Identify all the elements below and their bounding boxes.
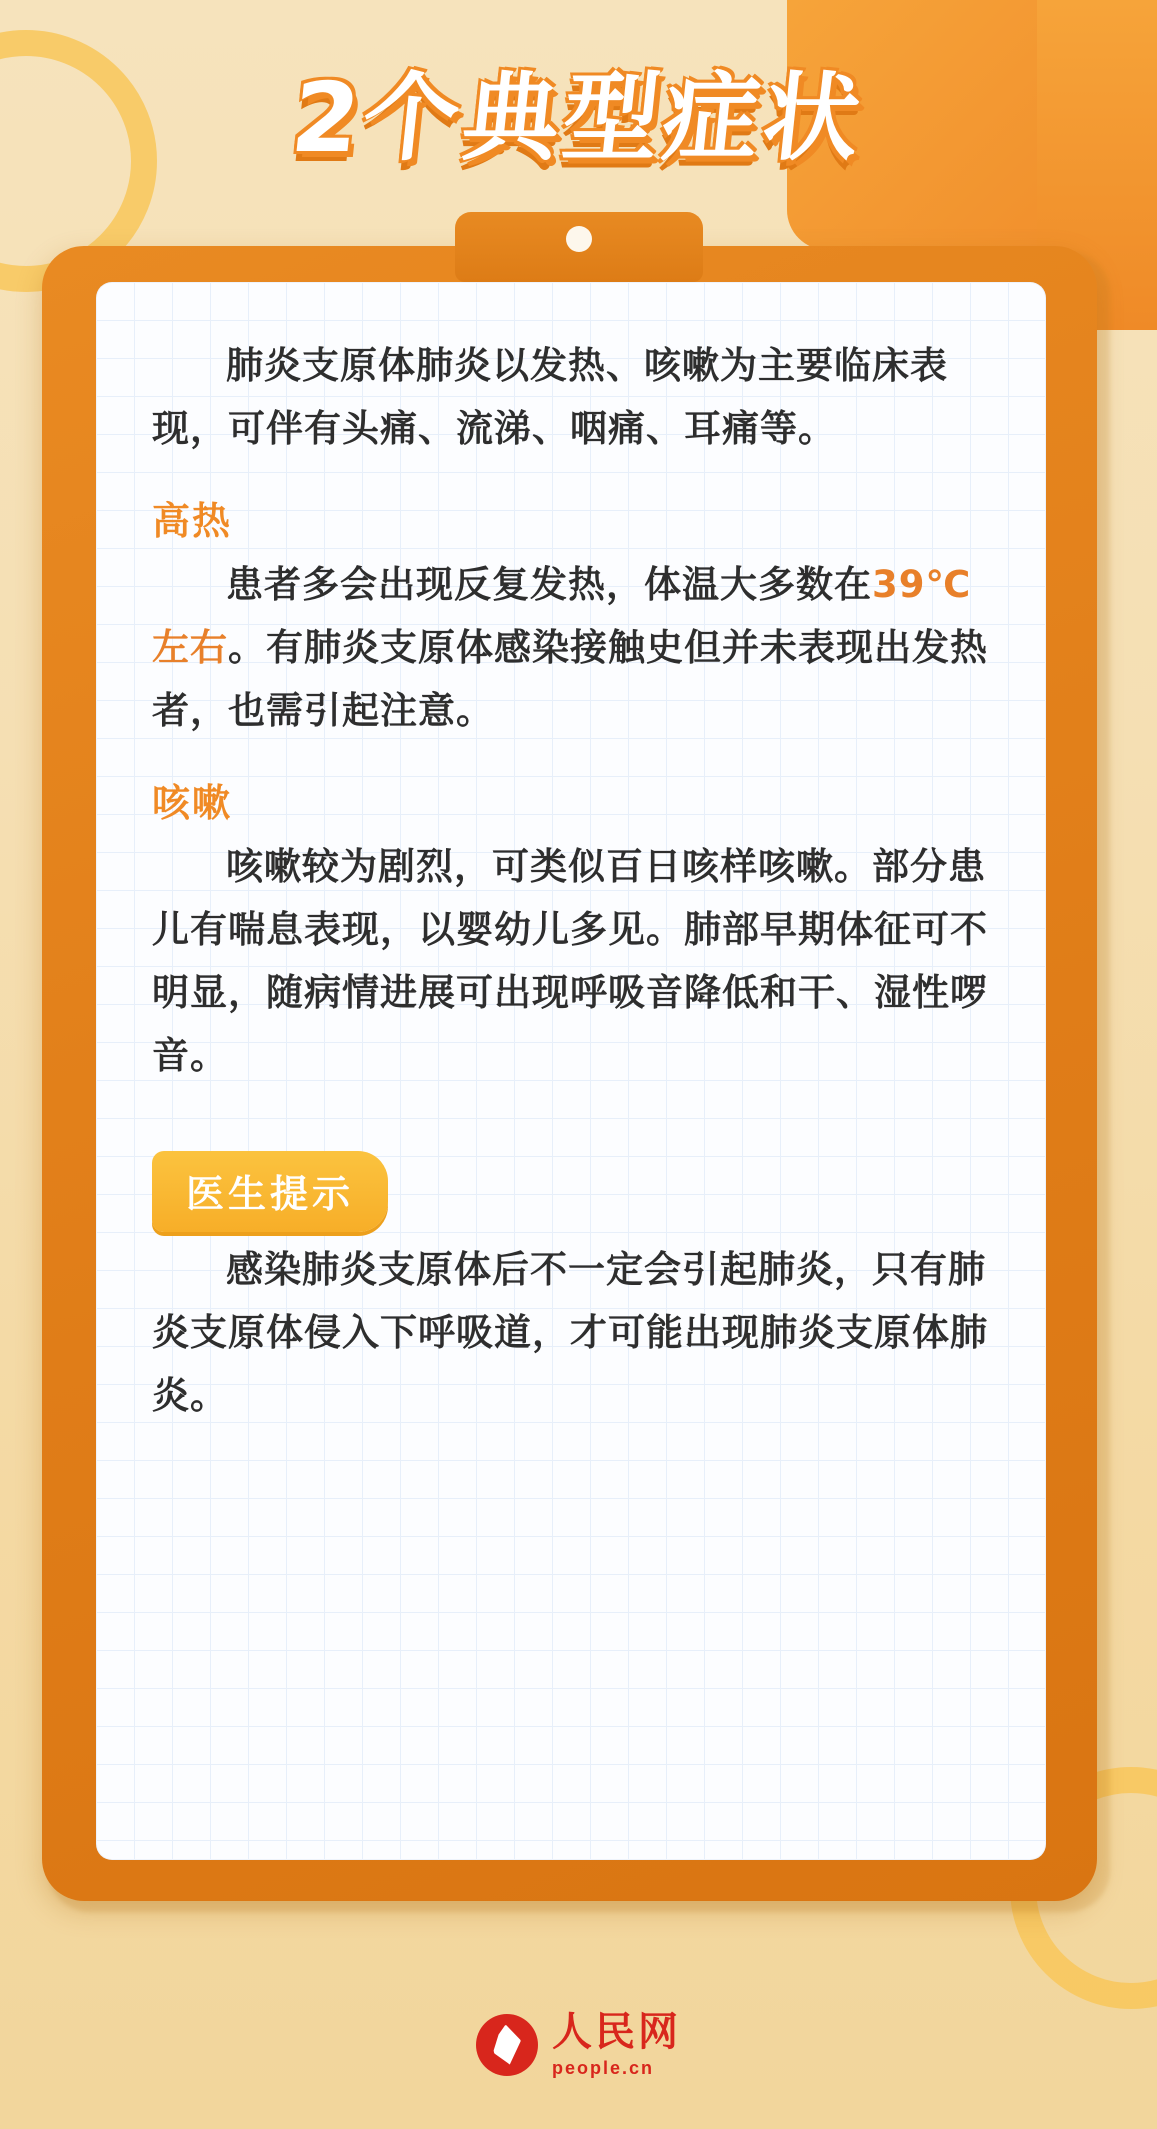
footer-logo <box>0 2009 1157 2078</box>
section-body-cough: 咳嗽较为剧烈，可类似百日咳样咳嗽。部分患儿有喘息表现，以婴幼儿多见。肺部早期体征可不明显，随病情进展可出现呼吸音降低和干、湿性啰音。 <box>152 845 988 1077</box>
page-title <box>0 38 1157 189</box>
page-title-text: 2个典型症状 <box>286 62 870 174</box>
logo-name-cn: 人民网 <box>552 2009 681 2055</box>
people-cn-logo-icon <box>476 2014 538 2076</box>
intro-paragraph: 肺炎支原体肺炎以发热、咳嗽为主要临床表现，可伴有头痛、流涕、咽痛、耳痛等。 <box>152 344 948 450</box>
fever-text-after: 。有肺炎支原体感染接触史但并未表现出发热者，也需引起注意。 <box>152 626 988 732</box>
section-heading-fever: 高热 <box>152 499 233 543</box>
content-paper <box>96 282 1046 1860</box>
fever-highlight: 39℃左右 <box>152 563 972 669</box>
section-heading-cough: 咳嗽 <box>152 781 233 825</box>
section-body-fever <box>152 553 990 742</box>
fever-text-before: 患者多会出现反复发热，体温大多数在 <box>226 563 872 606</box>
doctor-tip-badge: 医生提示 <box>152 1151 388 1232</box>
logo-name-en: people.cn <box>552 2058 655 2078</box>
doctor-tip-text: 感染肺炎支原体后不一定会引起肺炎，只有肺炎支原体侵入下呼吸道，才可能出现肺炎支原体肺炎。 <box>152 1248 988 1417</box>
logo-text-group <box>552 2009 681 2078</box>
clipboard-clip-hole <box>566 226 592 252</box>
